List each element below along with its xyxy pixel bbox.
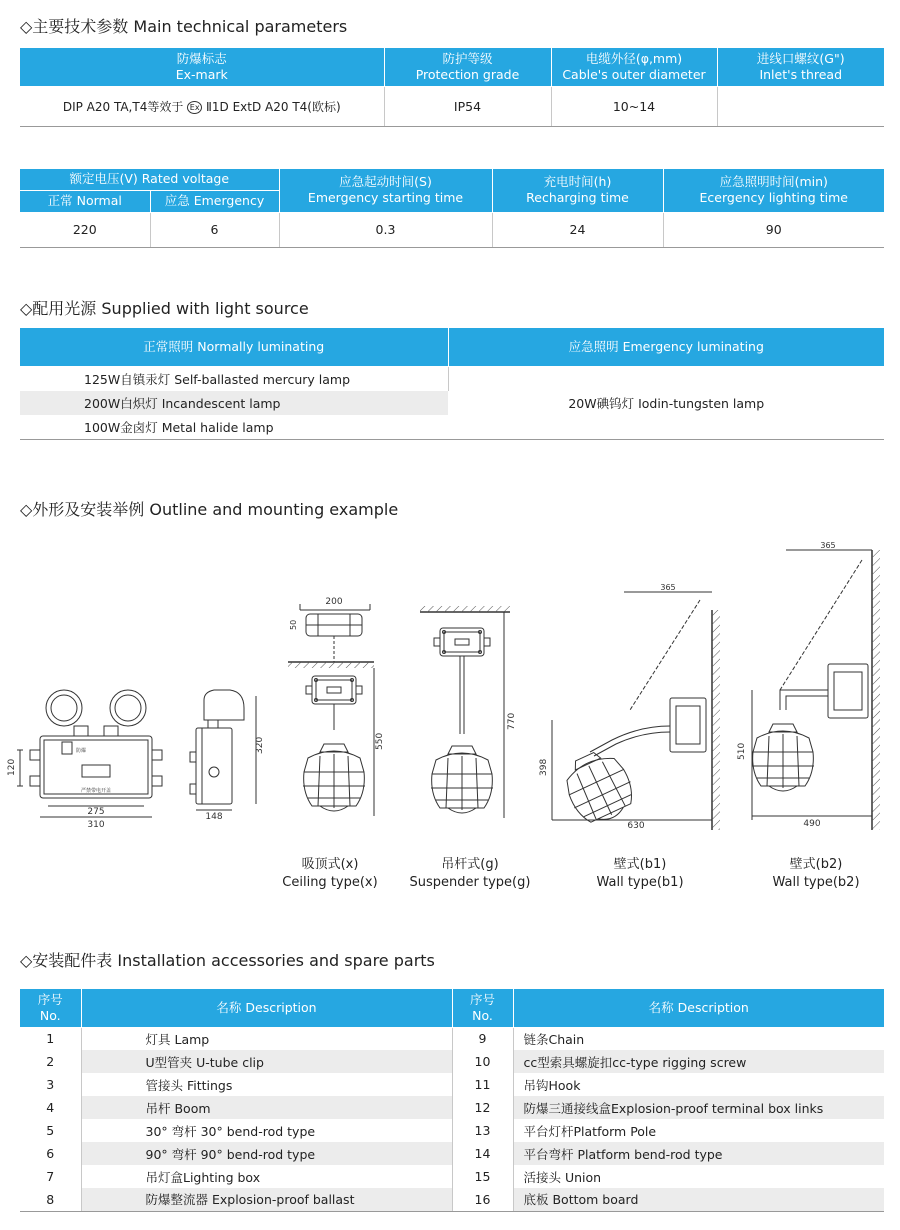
dim-510: 510 — [737, 742, 747, 760]
caption-wall-b1: 壁式(b1) Wall type(b1) — [596, 857, 684, 890]
header-no-right: 序号 No. — [452, 989, 513, 1027]
dim-120: 120 — [7, 758, 17, 776]
table-row — [20, 1188, 884, 1211]
cell-cable: 10~14 — [551, 86, 717, 126]
part-number: 16 — [452, 1188, 513, 1211]
part-description: 链条Chain — [523, 1031, 585, 1047]
part-description: 吊杆 Boom — [81, 1096, 452, 1119]
section-title-params: ◇主要技术参数 Main technical parameters — [20, 17, 348, 36]
table-row — [20, 1050, 884, 1073]
header-inlet: 进线口螺纹(G") Inlet's thread — [717, 48, 884, 86]
cell-recharge: 24 — [492, 212, 663, 247]
voltage-table — [20, 169, 884, 248]
part-number: 10 — [452, 1050, 513, 1073]
parts-table — [20, 989, 884, 1212]
dim-398: 398 — [539, 758, 549, 776]
dim-275: 275 — [87, 807, 105, 817]
part-number: 6 — [20, 1142, 81, 1165]
caption-suspender: 吊杆式(g) Suspender type(g) — [409, 857, 531, 890]
table-row — [20, 1096, 884, 1119]
part-number: 3 — [20, 1073, 81, 1096]
cell-normal-light-1: 125W自镇汞灯 Self-ballasted mercury lamp — [20, 366, 448, 391]
part-number: 1 — [20, 1027, 81, 1050]
dim-320: 320 — [255, 736, 265, 754]
header-protection: 防护等级 Protection grade — [384, 48, 551, 86]
part-description: 活接头 Union — [523, 1169, 602, 1185]
dim-50: 50 — [289, 619, 298, 630]
params-table — [20, 48, 884, 127]
dim-200: 200 — [325, 597, 343, 607]
emergency-light-side-view — [190, 690, 265, 822]
cell-protection: IP54 — [384, 86, 551, 126]
part-number: 4 — [20, 1096, 81, 1119]
part-description: 防爆整流器 Explosion-proof ballast — [81, 1188, 452, 1211]
dim-365-b2: 365 — [820, 541, 836, 550]
table-row — [20, 1165, 884, 1188]
box-brand-label: 防爆 — [76, 748, 87, 754]
header-ex-mark: 防爆标志 Ex-mark — [20, 48, 384, 86]
dim-630: 630 — [627, 821, 645, 831]
part-description: 90° 弯杆 90° bend-rod type — [81, 1142, 452, 1165]
part-description: 灯具 Lamp — [81, 1027, 452, 1050]
part-number: 12 — [452, 1096, 513, 1119]
part-number: 14 — [452, 1142, 513, 1165]
part-number: 9 — [452, 1027, 513, 1050]
cell-emergency-light: 20W碘钨灯 Iodin-tungsten lamp — [448, 366, 884, 439]
cell-inlet — [717, 86, 884, 126]
caption-wall-b2: 壁式(b2) Wall type(b2) — [772, 857, 860, 890]
wall-type-b2-drawing — [737, 541, 880, 830]
dim-148: 148 — [205, 812, 223, 822]
section-title-parts: ◇安装配件表 Installation accessories and spare parts — [20, 951, 435, 970]
cell-start-time: 0.3 — [279, 212, 492, 247]
part-description: 防爆三通接线盒Explosion-proof terminal box links — [513, 1096, 884, 1119]
part-description: 平台灯杆Platform Pole — [523, 1123, 657, 1139]
header-emergency: 应急 Emergency — [150, 190, 279, 212]
light-source-table — [20, 328, 884, 440]
header-lighting-time: 应急照明时间(min) Ecergency lighting time — [663, 169, 884, 212]
dim-770: 770 — [507, 712, 517, 730]
part-description: 30° 弯杆 30° bend-rod type — [81, 1119, 452, 1142]
outline-drawing — [0, 530, 900, 840]
part-number: 2 — [20, 1050, 81, 1073]
table-row — [20, 1073, 884, 1096]
part-description: cc型索具螺旋扣cc-type rigging screw — [513, 1050, 884, 1073]
header-recharge: 充电时间(h) Recharging time — [492, 169, 663, 212]
suspender-type-drawing — [420, 606, 517, 818]
table-row — [20, 1027, 884, 1050]
part-number: 15 — [452, 1165, 513, 1188]
dim-365-b1: 365 — [660, 583, 676, 592]
dim-490: 490 — [803, 819, 821, 829]
ex-logo-icon: Ex — [187, 101, 202, 114]
part-number: 8 — [20, 1188, 81, 1211]
header-desc-left: 名称 Description — [81, 989, 452, 1027]
header-emergency-light: 应急照明 Emergency luminating — [448, 328, 884, 366]
part-description: 平台弯杆 Platform bend-rod type — [513, 1142, 884, 1165]
part-description: 吊灯盒Lighting box — [81, 1165, 452, 1188]
cell-ex-mark: DIP A20 TA,T4等效于 Ex Ⅱ1D ExtD A20 T4(欧标) — [20, 86, 384, 126]
part-number: 7 — [20, 1165, 81, 1188]
header-rated-voltage: 额定电压(V) Rated voltage — [20, 169, 279, 190]
part-description: 底板 Bottom board — [513, 1188, 884, 1211]
dim-310: 310 — [87, 820, 105, 830]
table-row — [20, 1142, 884, 1165]
cell-normal-light-3: 100W金卤灯 Metal halide lamp — [20, 415, 448, 439]
emergency-light-front-view — [7, 690, 162, 830]
header-start-time: 应急起动时间(S) Emergency starting time — [279, 169, 492, 212]
ceiling-type-drawing — [288, 597, 385, 816]
part-description: 吊钩Hook — [523, 1077, 581, 1093]
part-number: 11 — [452, 1073, 513, 1096]
dim-550: 550 — [375, 732, 385, 750]
part-description: U型管夹 U-tube clip — [81, 1050, 452, 1073]
section-title-outline: ◇外形及安装举例 Outline and mounting example — [20, 500, 399, 519]
cell-normal-light-2: 200W白炽灯 Incandescent lamp — [20, 391, 448, 415]
header-no-left: 序号 No. — [20, 989, 81, 1027]
section-title-light: ◇配用光源 Supplied with light source — [20, 299, 309, 318]
header-desc-right: 名称 Description — [513, 989, 884, 1027]
caption-ceiling: 吸顶式(x) Ceiling type(x) — [282, 857, 378, 890]
cell-lighting-time: 90 — [663, 212, 884, 247]
header-normal-light: 正常照明 Normally luminating — [20, 328, 448, 366]
table-row — [20, 1119, 884, 1142]
part-description: 管接头 Fittings — [81, 1073, 452, 1096]
wall-type-b1-drawing — [539, 583, 720, 831]
box-warning-label: 严禁带电开盖 — [80, 788, 112, 794]
part-number: 5 — [20, 1119, 81, 1142]
header-cable: 电缆外径(φ,mm) Cable's outer diameter — [551, 48, 717, 86]
part-number: 13 — [452, 1119, 513, 1142]
header-normal: 正常 Normal — [20, 190, 150, 212]
cell-voltage-normal: 220 — [20, 212, 150, 247]
cell-voltage-emergency: 6 — [150, 212, 279, 247]
